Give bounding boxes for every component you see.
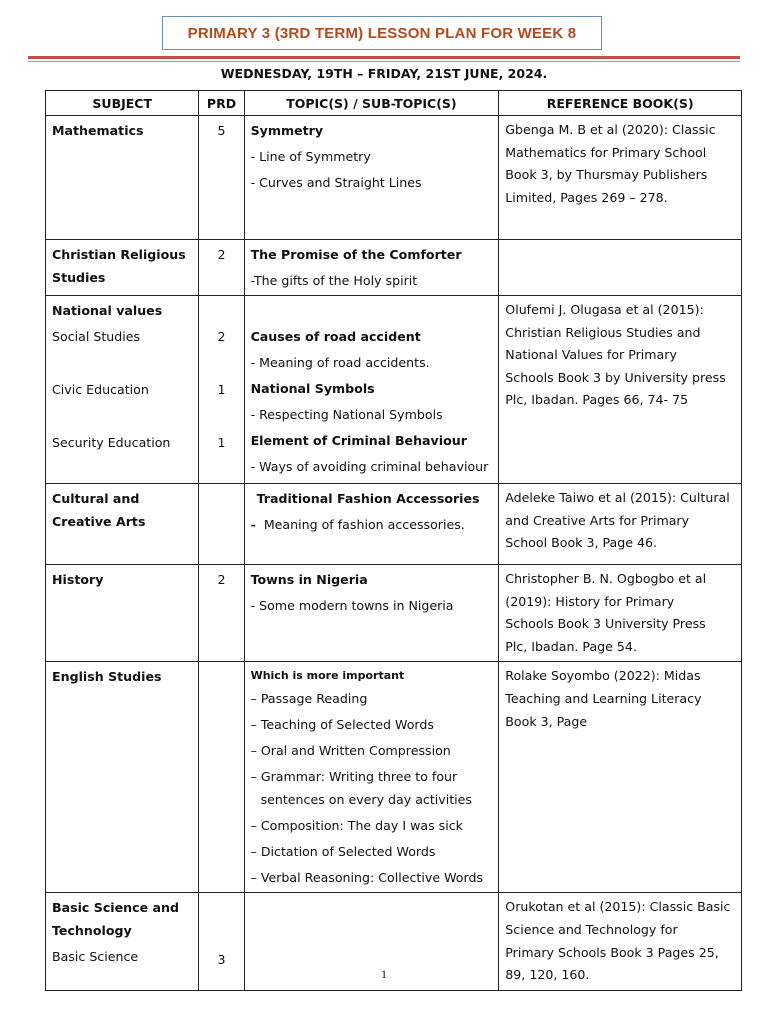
period-count: 1 xyxy=(217,435,226,450)
subject-name: Cultural and xyxy=(52,491,140,506)
sub-topic: - Meaning of fashion accessories. xyxy=(250,517,465,532)
table-row-mathematics xyxy=(46,116,742,240)
topic-title: National Symbols xyxy=(250,381,375,396)
subject-name: National values xyxy=(52,303,163,318)
subject-name: Christian Religious xyxy=(52,247,186,262)
sub-topic: – Dictation of Selected Words xyxy=(250,844,436,860)
reference-book: Gbenga M. B et al (2020): Classic Mathematics for Primary School Book 3, by Thursmay Publishers Limited, Pages 269 – 278. xyxy=(499,116,742,240)
reference-book: Olufemi J. Olugasa et al (2015): Christian Religious Studies and National Values for Primary Schools Book 3 by University press Plc, Ibadan. Pages 66, 74- 75 xyxy=(499,296,742,484)
sub-topic: - Curves and Straight Lines xyxy=(250,175,422,190)
lesson-plan-table xyxy=(45,90,742,991)
col-header-subject: SUBJECT xyxy=(46,91,199,116)
sub-topic: – Grammar: Writing three to four xyxy=(250,769,458,785)
sub-topic: -The gifts of the Holy spirit xyxy=(250,273,418,288)
subject-name: History xyxy=(52,572,104,587)
sub-subject-social-studies: Social Studies xyxy=(52,329,141,344)
sub-topic: – Composition: The day I was sick xyxy=(250,818,463,834)
table-row-history xyxy=(46,565,742,662)
document-title: PRIMARY 3 (3RD TERM) LESSON PLAN FOR WEEK 8 xyxy=(162,16,602,50)
table-row-crs xyxy=(46,240,742,296)
sub-topic: – Oral and Written Compression xyxy=(250,743,451,759)
reference-book: Christopher B. N. Ogbogbo et al (2019): History for Primary Schools Book 3 University Press Plc, Ibadan. Page 54. xyxy=(499,565,742,662)
topic-title: Causes of road accident xyxy=(250,329,421,344)
sub-topic: - Respecting National Symbols xyxy=(250,407,443,422)
table-row-english-studies xyxy=(46,662,742,893)
date-range: WEDNESDAY, 19TH – FRIDAY, 21ST JUNE, 2024. xyxy=(220,66,548,81)
sub-topic: - Some modern towns in Nigeria xyxy=(250,598,454,613)
sub-topic: – Passage Reading xyxy=(250,691,368,707)
col-header-topic: TOPIC(S) / SUB-TOPIC(S) xyxy=(244,91,499,116)
sub-topic: – Verbal Reasoning: Collective Words xyxy=(250,870,483,886)
sub-topic: – Teaching of Selected Words xyxy=(250,717,434,733)
page-number: 1 xyxy=(381,967,387,981)
subject-name: Basic Science and xyxy=(52,900,179,916)
subject-name-cont: Studies xyxy=(52,270,106,285)
topic-title: Element of Criminal Behaviour xyxy=(250,433,467,448)
header-rule-thin xyxy=(28,61,740,62)
table-header-row xyxy=(46,91,742,116)
sub-subject-basic-science: Basic Science xyxy=(52,949,139,965)
subject-name-cont: Creative Arts xyxy=(52,514,146,529)
subject-name: Mathematics xyxy=(52,123,144,138)
sub-subject-civic-education: Civic Education xyxy=(52,382,149,397)
reference-book: Rolake Soyombo (2022): Midas Teaching and Learning Literacy Book 3, Page xyxy=(499,662,742,893)
table-row-national-values xyxy=(46,296,742,484)
reference-book xyxy=(499,240,742,296)
period-count: 2 xyxy=(217,572,226,587)
topic-title: Which is more important xyxy=(250,669,405,683)
sub-topic-cont: sentences on every day activities xyxy=(260,792,472,808)
topic-title: The Promise of the Comforter xyxy=(250,247,462,262)
subject-name: English Studies xyxy=(52,669,162,685)
period-count: 5 xyxy=(217,123,226,138)
reference-book: Adeleke Taiwo et al (2015): Cultural and Creative Arts for Primary School Book 3, Page 46. xyxy=(499,484,742,565)
topic-title: Traditional Fashion Accessories xyxy=(256,491,480,506)
header-rule xyxy=(28,56,740,59)
col-header-reference: REFERENCE BOOK(S) xyxy=(499,91,742,116)
table-row-cultural-creative-arts xyxy=(46,484,742,565)
sub-topic: - Ways of avoiding criminal behaviour xyxy=(250,459,489,474)
subject-name-cont: Technology xyxy=(52,923,132,939)
sub-topic: - Line of Symmetry xyxy=(250,149,371,164)
period-count: 2 xyxy=(217,329,226,344)
period-count: 2 xyxy=(217,247,226,262)
reference-book: Orukotan et al (2015): Classic Basic Science and Technology for Primary Schools Book 3 Pages 25, 89, 120, 160. xyxy=(499,893,742,991)
sub-topic: - Meaning of road accidents. xyxy=(250,355,430,370)
period-count: 3 xyxy=(217,952,226,968)
topic-title: Towns in Nigeria xyxy=(250,572,368,587)
sub-subject-security-education: Security Education xyxy=(52,435,171,450)
col-header-prd: PRD xyxy=(199,91,244,116)
period-count: 1 xyxy=(217,382,226,397)
topic-title: Symmetry xyxy=(250,123,324,138)
